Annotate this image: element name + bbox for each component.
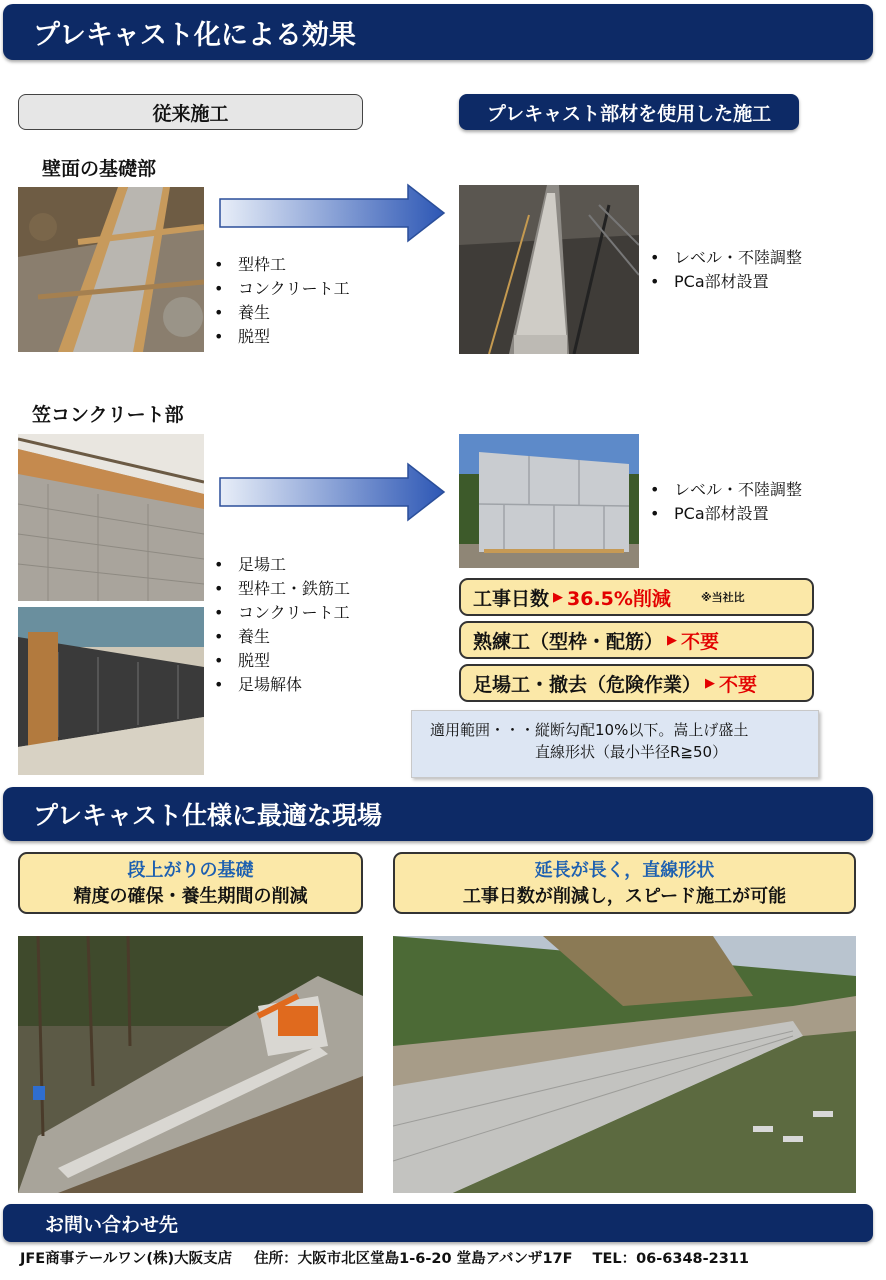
site-card-subtitle: 工事日数が削減し，スピード施工が可能 xyxy=(462,886,787,907)
footer xyxy=(20,1247,880,1269)
triangle-right-icon: ▶ xyxy=(553,589,564,605)
list-item: • 脱型 xyxy=(214,327,271,346)
triangle-right-icon: ▶ xyxy=(667,632,678,648)
list-item: • コンクリート工 xyxy=(214,603,350,622)
footer-address: 住所：大阪市北区堂島1-6-20 堂島アバンザ17F xyxy=(254,1251,573,1267)
list-item: • 足場工 xyxy=(214,555,287,574)
site-card-title: 延長が長く，直線形状 xyxy=(534,860,715,881)
section2-banner-text: プレキャスト仕様に最適な現場 xyxy=(33,801,383,830)
precast-foundation-photo xyxy=(459,185,639,354)
site-card-long-straight xyxy=(393,852,856,914)
title-banner xyxy=(3,4,873,60)
arrow-right-icon xyxy=(218,462,448,522)
section2-banner xyxy=(3,787,873,841)
footer-tel: TEL：06-6348-2311 xyxy=(592,1251,750,1267)
scope-line-1: 適用範囲・・・縦断勾配10%以下。嵩上げ盛土 xyxy=(430,721,749,739)
precast-header xyxy=(459,94,799,130)
list-item: • 型枠工 xyxy=(214,255,287,274)
site-card-title: 段上がりの基礎 xyxy=(127,860,254,881)
effect-result: 不要 xyxy=(681,630,720,653)
stepped-foundation-site-photo xyxy=(18,936,363,1193)
site-card-stepped-foundation xyxy=(18,852,363,914)
arrow-right-icon xyxy=(218,183,448,243)
list-item: • PCa部材設置 xyxy=(650,504,769,523)
site-card-subtitle: 精度の確保・養生期間の削減 xyxy=(73,886,308,907)
list-item: • PCa部材設置 xyxy=(650,272,769,291)
application-scope xyxy=(411,710,819,778)
wall-foundation-conventional-list xyxy=(214,253,394,349)
long-straight-site-photo xyxy=(393,936,856,1193)
precast-header-text: プレキャスト部材を使用した施工 xyxy=(486,102,772,125)
conventional-header-text: 従来施工 xyxy=(152,102,229,125)
list-item: • レベル・不陸調整 xyxy=(650,248,803,267)
contact-banner-text: お問い合わせ先 xyxy=(45,1213,179,1236)
effect-result: 不要 xyxy=(719,673,758,696)
list-item: • 養生 xyxy=(214,627,271,646)
list-item: • 養生 xyxy=(214,303,271,322)
conventional-foundation-photo xyxy=(18,187,204,352)
effect-note: ※当社比 xyxy=(700,591,745,604)
effect-skilled-workers xyxy=(459,621,814,659)
list-item: • レベル・不陸調整 xyxy=(650,480,803,499)
list-item: • 脱型 xyxy=(214,651,271,670)
effect-label: 工事日数 xyxy=(473,587,550,610)
title-banner-text: プレキャスト化による効果 xyxy=(33,19,356,51)
wall-foundation-precast-list xyxy=(650,246,850,294)
contact-banner xyxy=(3,1204,873,1242)
footer-company: JFE商事テールワン(株)大阪支店 xyxy=(20,1251,233,1267)
scope-line-2: 直線形状（最小半径R≧50） xyxy=(535,743,728,761)
coping-conventional-list xyxy=(214,553,394,697)
effect-label: 熟練工（型枠・配筋） xyxy=(473,630,664,653)
coping-formwork-photo xyxy=(18,607,204,775)
precast-coping-photo xyxy=(459,434,639,568)
effect-scaffolding xyxy=(459,664,814,702)
effect-result: 36.5%削減 xyxy=(567,587,671,610)
coping-concrete-label: 笠コンクリート部 xyxy=(32,404,184,426)
list-item: • コンクリート工 xyxy=(214,279,350,298)
effect-construction-days xyxy=(459,578,814,616)
coping-scaffold-photo xyxy=(18,434,204,601)
conventional-header xyxy=(18,94,363,130)
list-item: • 型枠工・鉄筋工 xyxy=(214,579,351,598)
effect-label: 足場工・撤去（危険作業） xyxy=(473,673,702,696)
triangle-right-icon: ▶ xyxy=(705,675,716,691)
list-item: • 足場解体 xyxy=(214,675,303,694)
coping-precast-list xyxy=(650,478,850,526)
wall-foundation-label: 壁面の基礎部 xyxy=(42,158,157,180)
